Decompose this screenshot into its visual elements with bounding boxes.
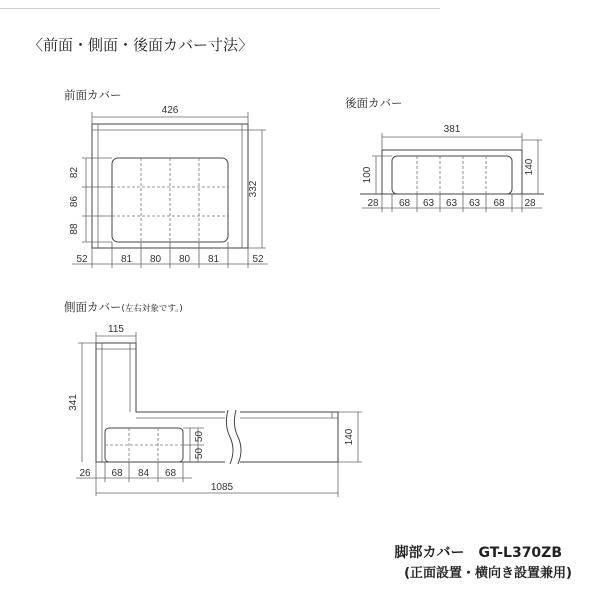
front-col-dim-4: 80 <box>178 254 191 265</box>
front-height-dim: 332 <box>248 180 259 198</box>
rear-col-dim-6: 68 <box>493 198 505 209</box>
side-col-dim-2: 68 <box>111 468 123 479</box>
front-cover-label: 前面カバー <box>64 88 122 102</box>
front-cover-drawing <box>69 105 268 268</box>
side-cover-title: 側面カバー <box>64 300 122 314</box>
rear-col-dim-2: 68 <box>398 198 411 209</box>
side-cover-drawing <box>68 324 362 497</box>
front-row-dim-2: 86 <box>69 195 80 208</box>
rear-outer-height-dim: 140 <box>524 158 535 176</box>
front-width-dim: 426 <box>161 105 179 116</box>
front-col-dim-3: 80 <box>149 254 162 265</box>
diagram-title: 〈前面・側面・後面カバー寸法〉 <box>28 36 254 54</box>
rear-col-dim-7: 28 <box>524 198 536 209</box>
front-row-dim-1: 82 <box>69 166 80 179</box>
product-name: 脚部カバー GT-L370ZB <box>394 545 562 561</box>
front-col-dim-5: 81 <box>207 254 220 265</box>
rear-cover-label: 後面カバー <box>345 96 403 110</box>
front-col-dim-2: 81 <box>120 254 133 265</box>
rear-col-dim-4: 63 <box>445 198 458 209</box>
front-col-dim-6: 52 <box>252 254 264 265</box>
rear-col-dim-5: 63 <box>468 198 481 209</box>
side-col-dim-1: 26 <box>79 468 91 479</box>
side-row-dim-2: 50 <box>194 447 205 460</box>
rear-cover-drawing <box>360 124 544 212</box>
side-row-dim-1: 50 <box>194 430 205 443</box>
side-right-height-dim: 140 <box>344 428 355 446</box>
front-row-dim-3: 88 <box>69 223 80 235</box>
side-cover-note: (左右対象です。) <box>121 304 183 314</box>
rear-inner-height-dim: 100 <box>362 166 373 184</box>
side-total-width-dim: 1085 <box>210 482 234 493</box>
rear-col-dim-3: 63 <box>422 198 435 209</box>
side-height-dim: 341 <box>68 394 79 411</box>
side-cover-label <box>64 300 183 314</box>
side-top-width-dim: 115 <box>108 324 124 335</box>
front-col-dim-1: 52 <box>76 254 88 265</box>
side-col-dim-3: 84 <box>137 468 150 479</box>
rear-width-dim: 381 <box>443 124 461 135</box>
product-subtitle: (正面設置・横向き設置兼用) <box>404 566 572 581</box>
rear-col-dim-1: 28 <box>367 198 379 209</box>
side-col-dim-4: 68 <box>164 468 177 479</box>
